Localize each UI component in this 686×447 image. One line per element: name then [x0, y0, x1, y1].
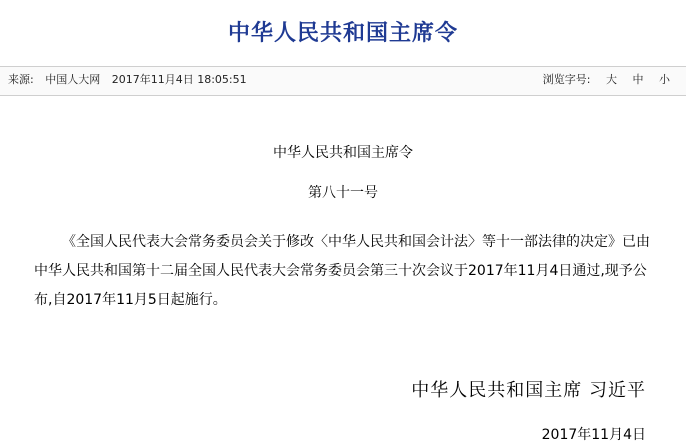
source-label: 来源:: [8, 73, 34, 86]
font-size-label: 浏览字号:: [542, 73, 591, 86]
font-size-controls: [543, 67, 678, 93]
signature: 中华人民共和国主席 习近平: [411, 380, 646, 401]
document-date: 2017年11月4日: [541, 427, 646, 443]
font-size-medium-link[interactable]: 中: [632, 73, 644, 86]
font-size-small-link[interactable]: 小: [659, 73, 670, 86]
document-heading: 中华人民共和国主席令: [273, 145, 413, 161]
source-info: [8, 67, 255, 93]
page-title: 中华人民共和国主席令: [227, 21, 458, 46]
meta-bar: [0, 66, 686, 96]
document-number: 第八十一号: [308, 185, 378, 201]
font-size-large-link[interactable]: 大: [606, 73, 617, 86]
document-body: 《全国人民代表大会常务委员会关于修改〈中华人民共和国会计法〉等十一部法律的决定》已由中华人民共和国第十二届全国人民代表大会常务委员会第三十次会议于2017年11月4日通过,现予公布,自2017年11月5日起施行。: [34, 234, 650, 308]
publish-datetime: 2017年11月4日 18:05:51: [111, 73, 247, 86]
source-value: 中国人大网: [45, 73, 101, 86]
